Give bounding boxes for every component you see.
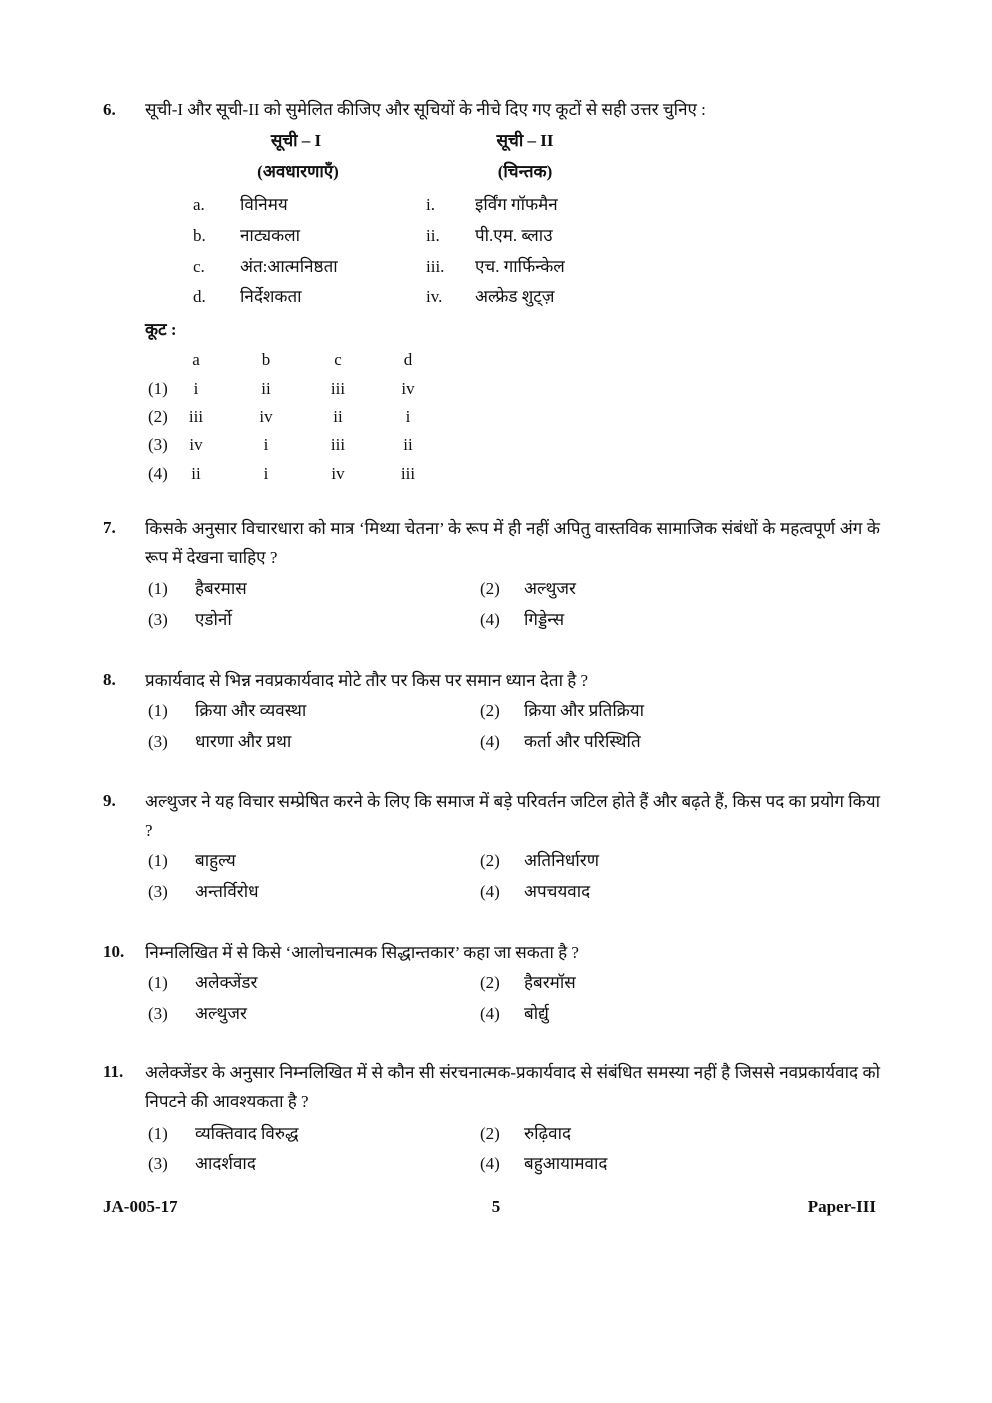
code-value: iv	[401, 379, 415, 398]
option-number: (3)	[148, 1004, 168, 1023]
list2-item: अल्फ्रेड शुट्ज़	[475, 287, 555, 306]
code-value: iii	[330, 435, 346, 454]
option-number: (3)	[148, 732, 168, 751]
option-text: अल्थुजर	[524, 579, 576, 598]
question-number: 9.	[103, 791, 116, 810]
question-text: किसके अनुसार विचारधारा को मात्र ‘मिथ्या चेतना’ के रूप में ही नहीं अपितु वास्तविक सामाजिक संबंधों के महत्वपूर्ण अंग के रूप में देखना चाहिए ?	[145, 519, 880, 567]
option-text: अन्तर्विरोध	[195, 882, 259, 901]
option-number: (1)	[148, 1124, 168, 1143]
codes-header: b	[261, 350, 271, 369]
option-number: (1)	[148, 579, 168, 598]
option-number: (3)	[148, 610, 168, 629]
code-option-number: (1)	[148, 379, 168, 398]
option-text: अतिनिर्धारण	[524, 851, 600, 870]
option-number: (4)	[480, 1154, 500, 1173]
list2-item: पी.एम. ब्लाउ	[475, 226, 553, 245]
option-number: (3)	[148, 882, 168, 901]
question-number: 8.	[103, 670, 116, 689]
code-value: iv	[259, 407, 273, 426]
option-text: बाहुल्य	[195, 851, 236, 870]
list1-item: निर्देशकता	[240, 287, 302, 306]
option-number: (4)	[480, 732, 500, 751]
option-text: अल्थुजर	[195, 1004, 247, 1023]
question-text: अलेक्जेंडर के अनुसार निम्नलिखित में से कौन सी संरचनात्मक-प्रकार्यवाद से संबंधित समस्या नहीं है जिससे नवप्रकार्यवाद को निपटने की आवश्यकता है ?	[145, 1063, 880, 1111]
code-option-number: (3)	[148, 435, 168, 454]
question-text: निम्नलिखित में से किसे ‘आलोचनात्मक सिद्धान्तकार’ कहा जा सकता है ?	[145, 943, 579, 962]
list2-key: iv.	[426, 287, 443, 306]
list1-subtitle: (अवधारणाएँ)	[257, 162, 339, 181]
option-text: अलेक्जेंडर	[195, 973, 258, 992]
code-value: ii	[261, 379, 271, 398]
list1-key: c.	[193, 257, 205, 276]
code-option-number: (2)	[148, 407, 168, 426]
question-number: 10.	[103, 942, 125, 961]
list2-subtitle: (चिन्तक)	[497, 162, 553, 181]
list2-key: i.	[426, 195, 435, 214]
option-number: (1)	[148, 851, 168, 870]
option-number: (4)	[480, 610, 500, 629]
option-number: (1)	[148, 973, 168, 992]
option-text: क्रिया और प्रतिक्रिया	[524, 701, 645, 720]
question-text: सूची-I और सूची-II को सुमेलित कीजिए और सूचियों के नीचे दिए गए कूटों से सही उत्तर चुनिए :	[145, 100, 706, 119]
codes-header: a	[192, 350, 200, 369]
list1-key: a.	[193, 195, 205, 214]
option-text: हैबरमॉस	[524, 973, 576, 992]
question-text: प्रकार्यवाद से भिन्न नवप्रकार्यवाद मोटे तौर पर किस पर समान ध्यान देता है ?	[145, 671, 589, 690]
option-number: (2)	[480, 973, 500, 992]
question-text: अल्थुजर ने यह विचार सम्प्रेषित करने के लिए कि समाज में बड़े परिवर्तन जटिल होते हैं और बढ़ते हैं, किस पद का प्रयोग किया ?	[145, 792, 880, 840]
codes-header: d	[403, 350, 413, 369]
option-number: (2)	[480, 1124, 500, 1143]
question-number: 7.	[103, 518, 116, 537]
option-text: आदर्शवाद	[195, 1154, 256, 1173]
code-value: i	[193, 379, 199, 398]
option-number: (3)	[148, 1154, 168, 1173]
code-value: iii	[400, 464, 416, 483]
option-text: क्रिया और व्यवस्था	[195, 701, 307, 720]
option-text: रुढ़िवाद	[524, 1124, 572, 1143]
footer-paper: Paper-III	[807, 1197, 876, 1216]
option-text: अपचयवाद	[524, 882, 591, 901]
list2-item: इर्विंग गॉफमैन	[475, 195, 558, 214]
option-number: (4)	[480, 1004, 500, 1023]
option-number: (1)	[148, 701, 168, 720]
codes-label: कूट :	[145, 320, 177, 339]
list2-title: सूची – II	[496, 131, 554, 150]
code-value: ii	[403, 435, 413, 454]
option-text: बोर्द्यु	[524, 1004, 549, 1023]
list1-item: विनिमय	[240, 195, 288, 214]
option-text: एडोर्नो	[195, 610, 232, 629]
list2-key: ii.	[426, 226, 440, 245]
code-value: iii	[188, 407, 204, 426]
footer-code: JA-005-17	[103, 1197, 178, 1216]
option-text: हैबरमास	[195, 579, 247, 598]
list2-key: iii.	[426, 257, 445, 276]
option-text: धारणा और प्रथा	[195, 732, 292, 751]
code-value: i	[263, 435, 269, 454]
list1-key: b.	[193, 226, 206, 245]
option-number: (2)	[480, 579, 500, 598]
code-value: iii	[330, 379, 346, 398]
option-number: (2)	[480, 701, 500, 720]
question-number: 6.	[103, 100, 116, 119]
code-value: ii	[191, 464, 201, 483]
code-value: ii	[333, 407, 343, 426]
code-value: iv	[331, 464, 345, 483]
code-value: i	[263, 464, 269, 483]
option-number: (4)	[480, 882, 500, 901]
list1-item: अंत:आत्मनिष्ठता	[240, 257, 338, 276]
question-number: 11.	[103, 1062, 124, 1081]
codes-header: c	[334, 350, 342, 369]
option-text: बहुआयामवाद	[524, 1154, 608, 1173]
code-option-number: (4)	[148, 464, 168, 483]
list1-title: सूची – I	[270, 131, 322, 150]
code-value: i	[405, 407, 411, 426]
code-value: iv	[189, 435, 203, 454]
page-number: 5	[491, 1197, 501, 1216]
option-text: गिड्डेन्स	[524, 610, 565, 629]
option-text: कर्ता और परिस्थिति	[524, 732, 641, 751]
option-text: व्यक्तिवाद विरुद्ध	[195, 1124, 299, 1143]
list1-item: नाट्यकला	[240, 226, 301, 245]
list1-key: d.	[193, 287, 206, 306]
list2-item: एच. गार्फिन्केल	[475, 257, 565, 276]
option-number: (2)	[480, 851, 500, 870]
